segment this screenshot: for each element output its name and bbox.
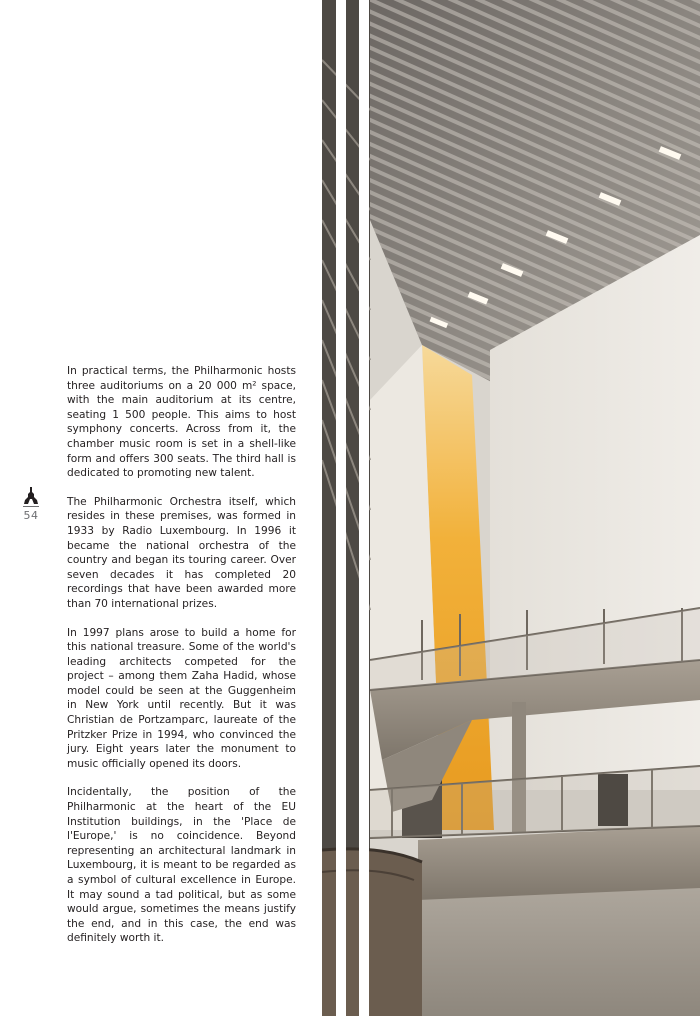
architecture-photo (322, 0, 700, 1016)
page-marker (22, 487, 40, 522)
page-number: 54 (23, 509, 39, 522)
paragraph: The Philharmonic Orchestra itself, which resides in these premises, was formed in 1933 by Radio Luxembourg. In 1996 it became the national orchestra of the country and began its touring career. Over seven decades it has completed 20 recordings that have been awarded more than 70 international prizes. (67, 495, 296, 610)
paragraph: In practical terms, the Philharmonic hosts three auditoriums on a 20 000 m² space, with the main auditorium at its centre, seating 1 500 people. This aims to host symphony concerts. Across from it, the chamber music room is set in a shell-like form and offers 300 seats. The third hall is dedicated to promoting new talent. (67, 365, 296, 480)
paragraph: In 1997 plans arose to build a home for this national treasure. Some of the world's leading architects competed for the project – among them Zaha Hadid, whose model could be seen at the Guggenheim in New York until recently. But it was Christian de Portzamparc, laureate of the Pritzker Prize in 1994, who convinced the jury. Eight years later the monument to music officially opened its doors. (67, 626, 296, 770)
building-silhouette-icon (24, 487, 38, 504)
article-body (67, 364, 296, 960)
paragraph: Incidentally, the position of the Philharmonic at the heart of the EU Institution buildings, in the 'Place de l'Europe,' is no coincidence. Beyond representing an architectural landmark in Luxembourg, it is meant to be regarded as a symbol of cultural excellence in Europe. It may sound a tad political, but as some would argue, sometimes the means justify the end, and in this case, the end was definitely worth it. (67, 786, 296, 945)
philharmonic-interior-image (322, 0, 700, 1016)
page-number-rule (23, 506, 39, 507)
